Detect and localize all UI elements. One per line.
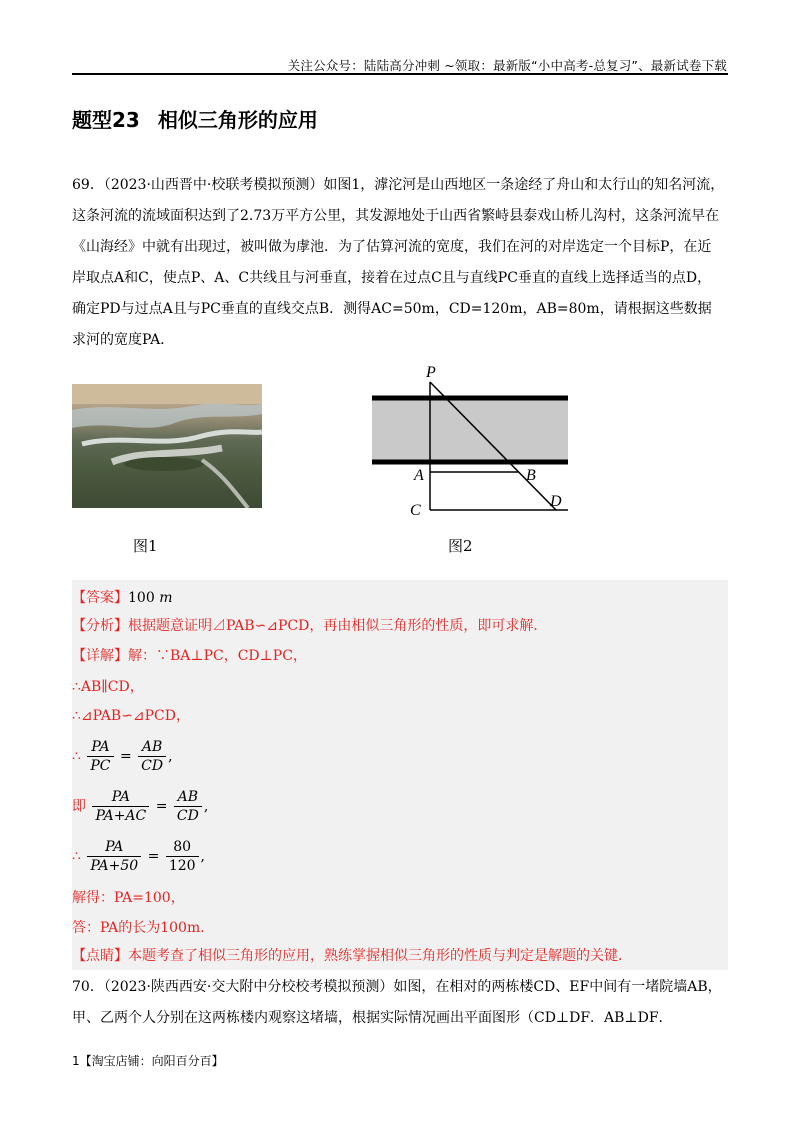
figure2-diagram	[360, 362, 580, 522]
header-rule	[72, 73, 728, 75]
problem-line: 确定PD与过点A且与PC垂直的直线交点B．测得AC=50m，CD=120m，AB=80m，请根据这些数据	[72, 301, 712, 317]
figure1-caption: 图1	[133, 537, 158, 555]
detail-tag: 【详解】	[72, 648, 128, 664]
problem-line: 求河的宽度PA．	[72, 332, 175, 348]
step-5-prefix: 即	[72, 798, 86, 815]
label-b: B	[526, 467, 536, 484]
fraction: $\frac{80}{120}$	[166, 838, 199, 875]
step-2: ∴AB∥CD，	[72, 679, 144, 695]
river-band	[372, 398, 568, 462]
problem-line: 《山海经》中就有出现过，被叫做为虖池．为了估算河流的宽度，我们在河的对岸选定一个目标P，在近	[72, 239, 712, 255]
step-3: ∴⊿PAB∽⊿PCD，	[72, 708, 190, 724]
label-p: P	[426, 364, 436, 381]
river-photo	[72, 384, 262, 508]
step-4-prefix: ∴	[72, 748, 81, 765]
page-footer: 1【淘宝店铺：向阳百分百】	[72, 1054, 224, 1068]
label-c: C	[410, 502, 421, 519]
river-photo-art	[72, 384, 262, 508]
detail-line	[72, 646, 307, 666]
detail-first: 解：∵BA⊥PC，CD⊥PC，	[128, 648, 307, 664]
problem-line: 岸取点A和C，使点P、A、C共线且与河垂直，接着在过点C且与直线PC垂直的直线上选择适当的点D，	[72, 270, 712, 286]
figure2-caption: 图2	[448, 537, 473, 555]
problem-line: 70．（2023·陕西西安·交大附中分校校考模拟预测）如图，在相对的两栋楼CD、EF中间有一堵院墙AB，	[72, 979, 722, 995]
fraction: $\frac{AB}{CD}$	[174, 788, 202, 825]
problem-line: 甲、乙两个人分别在这两栋楼内观察这堵墙，根据实际情况画出平面图形（CD⊥DF．AB⊥DF．	[72, 1010, 673, 1026]
problem-line: 这条河流的流域面积达到了2.73万平方公里，其发源地处于山西省繁峙县泰戏山桥儿沟村，这条河流早在	[72, 208, 720, 224]
problem-70	[72, 972, 728, 1034]
fraction: $\frac{AB}{CD}$	[138, 738, 166, 775]
comment-text: 本题考查了相似三角形的应用，熟练掌握相似三角形的性质与判定是解题的关键．	[128, 948, 632, 964]
fraction: $\frac{PA}{PA+AC}$	[92, 788, 149, 825]
step-6-prefix: ∴	[72, 848, 81, 865]
problem-69	[72, 170, 728, 356]
step-8: 答：PA的长为100m．	[72, 920, 215, 936]
answer-tag: 【答案】	[72, 590, 128, 606]
step-5: 即 $\frac{PA}{PA+AC}$ = $\frac{AB}{CD}$ ,	[72, 789, 209, 824]
analysis-line	[72, 616, 547, 636]
label-d: D	[550, 493, 562, 510]
step-6: ∴ $\frac{PA}{PA+50}$ = $\frac{80}{120}$ ,	[72, 839, 205, 874]
analysis-tag: 【分析】	[72, 618, 128, 634]
fraction: $\frac{PA}{PC}$	[87, 738, 113, 775]
header-text: 关注公众号：陆陆高分冲刺 ~领取：最新版“小中高考-总复习”、最新试卷下载	[287, 58, 727, 73]
comment-tag: 【点睛】	[72, 948, 128, 964]
answer-unit: m	[159, 590, 173, 606]
step-7: 解得：PA=100，	[72, 890, 185, 906]
answer-line	[72, 588, 172, 608]
step-4: ∴ $\frac{PA}{PC}$ = $\frac{AB}{CD}$ ,	[72, 739, 173, 774]
comment-line	[72, 946, 632, 966]
section-title	[72, 104, 318, 133]
fraction: $\frac{PA}{PA+50}$	[87, 838, 141, 875]
label-a: A	[414, 467, 424, 484]
analysis-text: 根据题意证明⊿PAB∽⊿PCD，再由相似三角形的性质，即可求解．	[128, 618, 548, 634]
title-text: 相似三角形的应用	[157, 108, 318, 132]
problem-line: 69．（2023·山西晋中·校联考模拟预测）如图1，滹沱河是山西地区一条途经了舟山和太行山的知名河流，	[72, 177, 725, 193]
answer-value: 100	[128, 590, 155, 606]
title-label: 题型23	[72, 108, 140, 132]
solution-box	[72, 580, 728, 970]
